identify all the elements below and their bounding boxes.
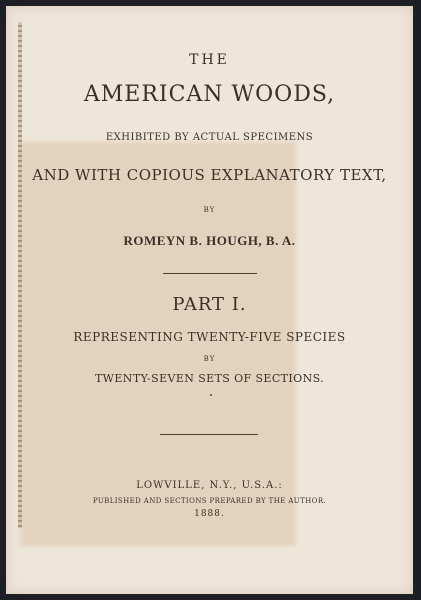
subtitle-line-1: EXHIBITED BY ACTUAL SPECIMENS: [105, 132, 314, 143]
subtitle-line-2: AND WITH COPIOUS EXPLANATORY TEXT,: [32, 166, 387, 184]
by-label-1: BY: [203, 206, 216, 214]
divider-rule-bottom: [160, 434, 258, 435]
by-label-2: BY: [203, 355, 216, 363]
main-title: AMERICAN WOODS,: [83, 82, 336, 107]
imprint-place: LOWVILLE, N.Y., U.S.A.:: [136, 480, 283, 491]
sets-line: TWENTY-SEVEN SETS OF SECTIONS.: [94, 372, 325, 385]
title-article: THE: [189, 52, 230, 68]
imprint-publisher: PUBLISHED AND SECTIONS PREPARED BY THE AUTHOR.: [92, 497, 327, 505]
species-line: REPRESENTING TWENTY-FIVE SPECIES: [73, 330, 346, 344]
author-name: ROMEYN B. HOUGH, B. A.: [123, 233, 296, 248]
book-page: [6, 6, 413, 594]
ink-dot: [210, 394, 212, 396]
part-heading: PART I.: [172, 294, 247, 315]
divider-rule-top: [163, 273, 257, 274]
imprint-year: 1888.: [194, 509, 225, 519]
